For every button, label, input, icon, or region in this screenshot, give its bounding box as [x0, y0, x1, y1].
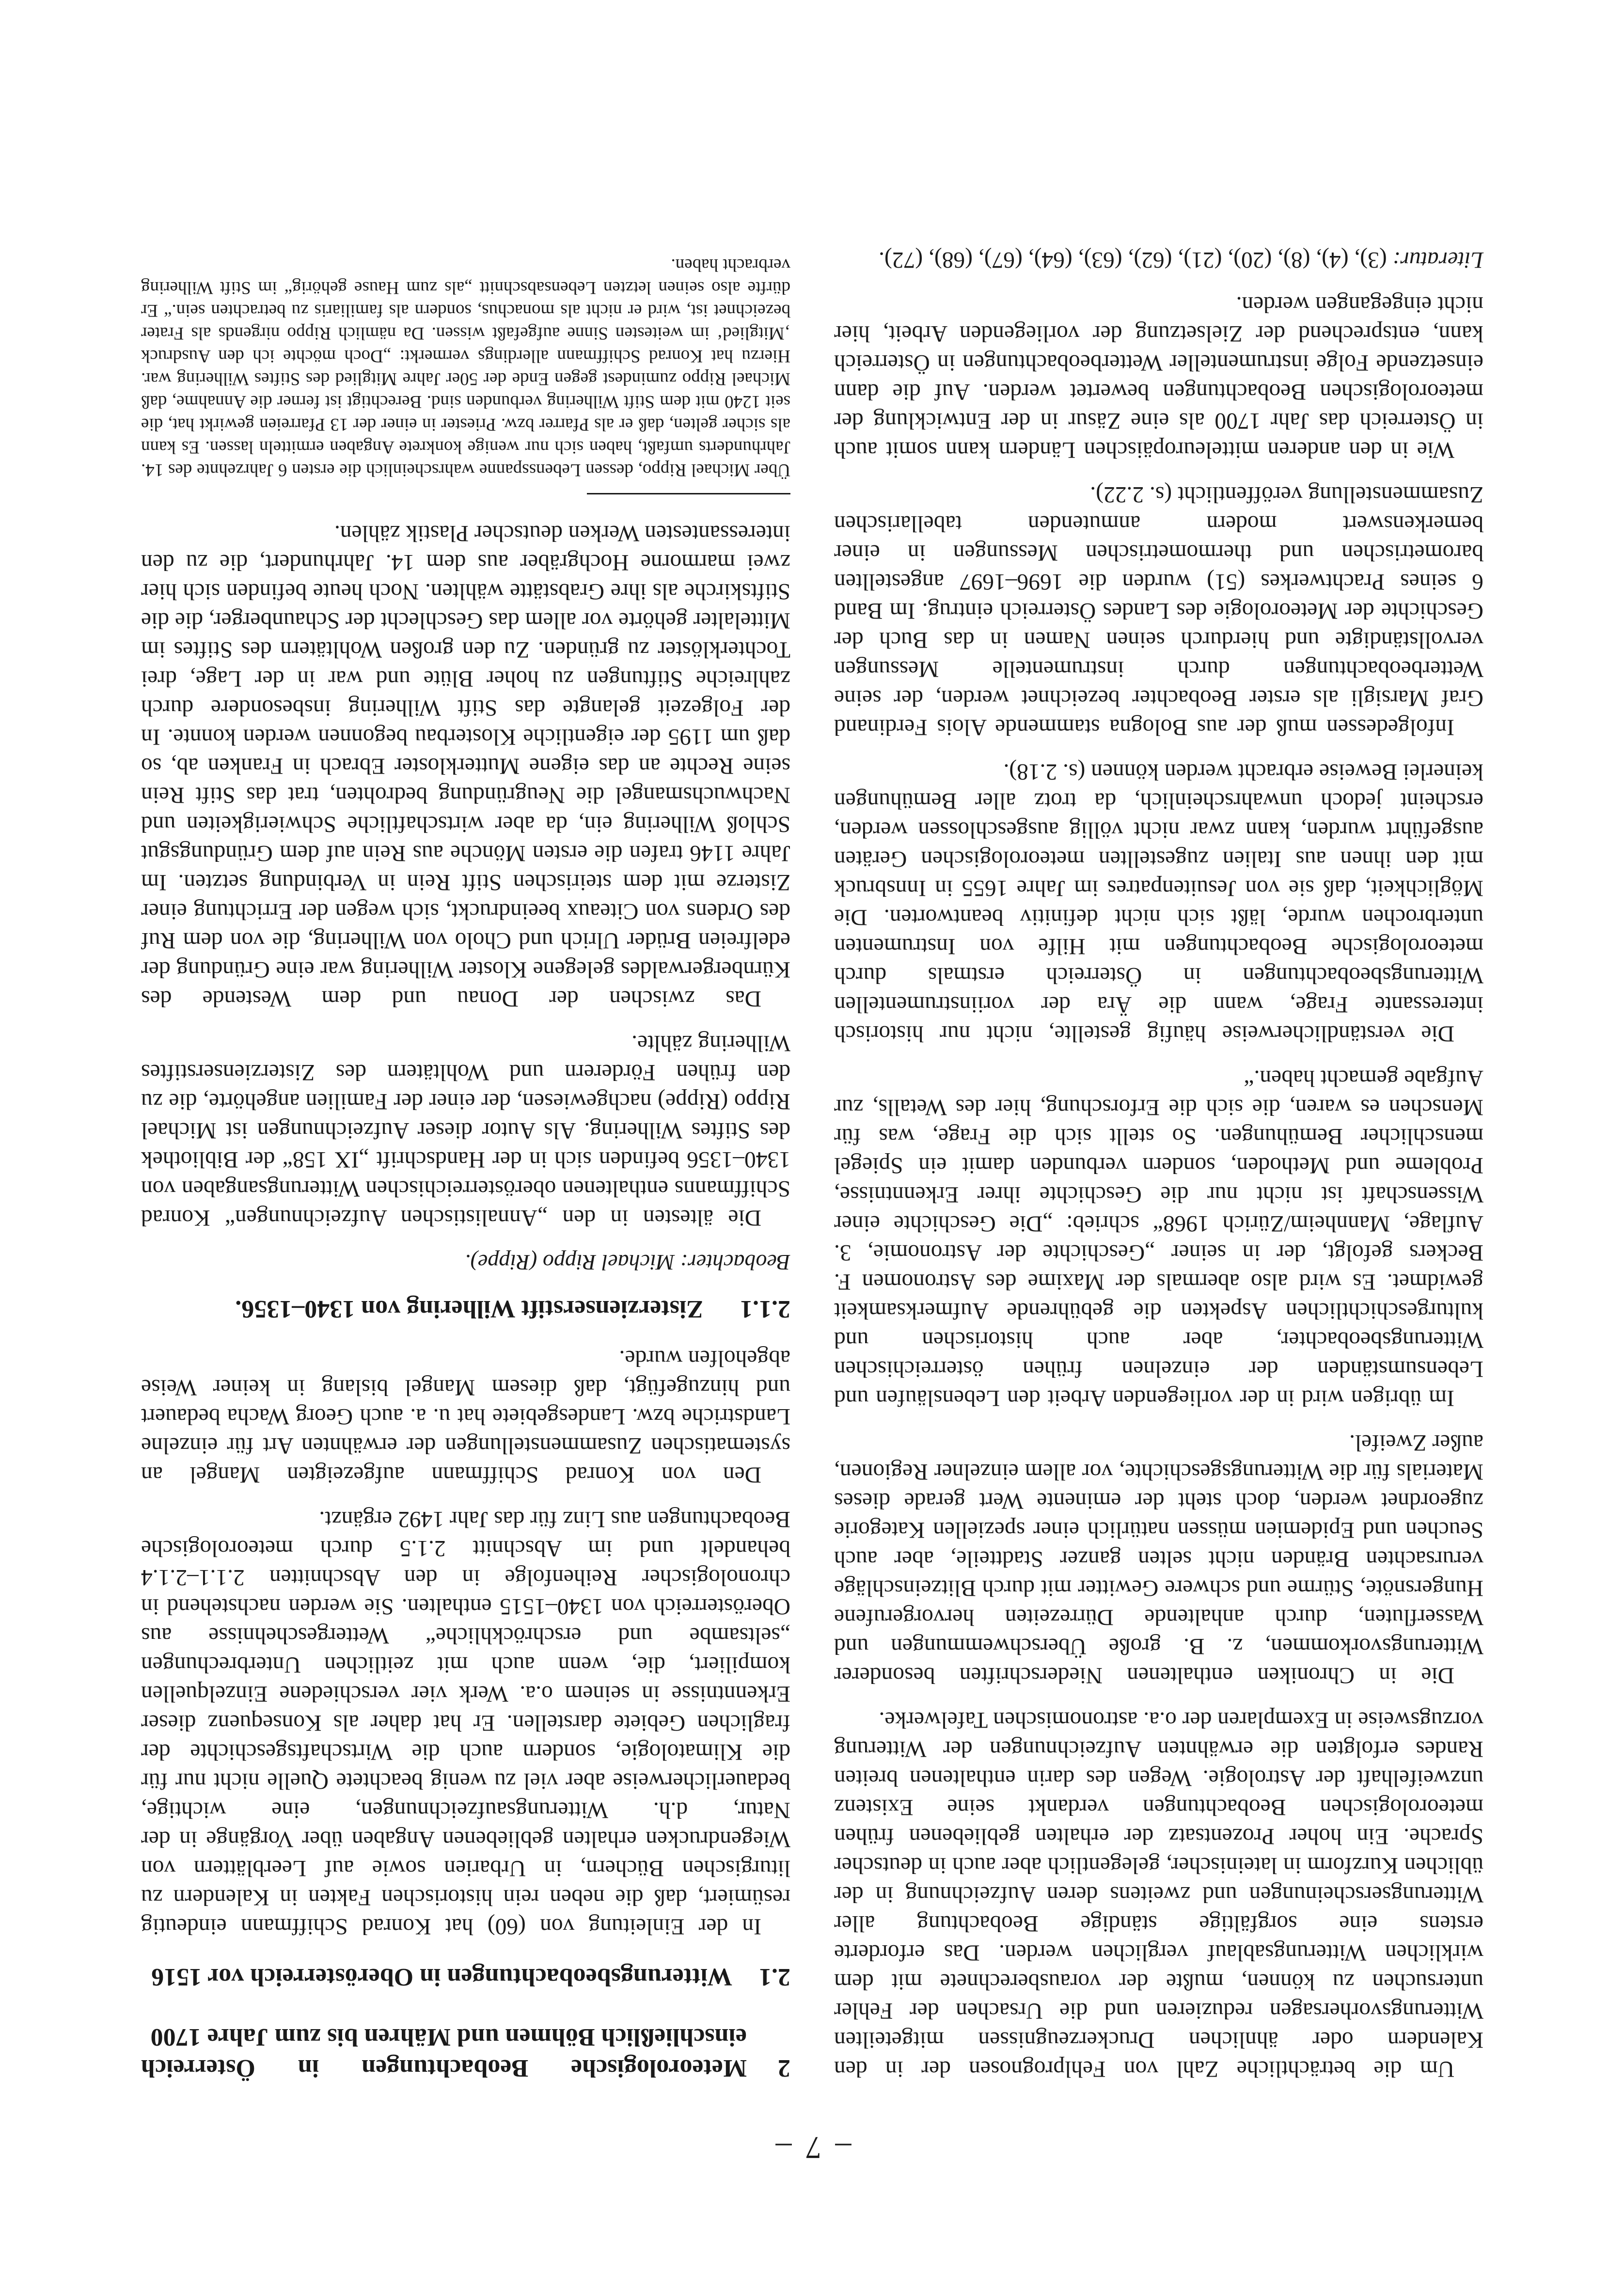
- paragraph: Die verständlicherweise häufig gestellte, nicht nur historisch interessante Frage, wann die Ära der voriinstrumentellen Witterungsbeobachtungen in Österreich erstmals durch meteorologische Beobachtungen mit Hilfe von Instrumenten unterbrochen wurde, läßt sich nicht definitiv beantworten. Die Möglichkeit, daß sie von Jesuitenpatres im Jahre 1655 in Innsbruck mit den ihnen aus Italien zugestellten meteorologischen Geräten ausgeführt wurden, kann zwar nicht völlig ausgeschlossen werden, erscheint jedoch unwahrscheinlich, da trotz aller Bemühungen keinerlei Beweise erbracht werden können (s. 2.18).: [834, 759, 1483, 1046]
- paragraph: Den von Konrad Schiffmann aufgezeigten Mangel an systematischen Zusammenstellungen der erwähnten Art für einzelne Landstriche bzw. Landesgebiete hat u. a. auch Georg Wacha bedauert und hinzugefügt, daß diesem Mangel bislang in keiner Weise abgeholfen wurde.: [141, 1346, 790, 1487]
- section-number: 2.1.1: [740, 1295, 790, 1323]
- paragraph: Infolgedessen muß der aus Bologna stammende Alois Ferdinand Graf Marsigli als erster Beobachter bezeichnet werden, der seine Wetterbeobachtungen durch instrumentelle Messungen vervollständigte und hierdurch seinen Namen in das Buch der Geschichte der Meteorologie des Landes Österreich eintrug. Im Band 6 seines Prachtwerkes (51) wurden die 1696–1697 angestellten barometrischen und thermometrischen Messungen in einer bemerkenswert modern anmutenden tabellarischen Zusammenstellung veröffentlicht (s. 2.22).: [834, 482, 1483, 740]
- paragraph: Im übrigen wird in der vorliegenden Arbeit den Lebensläufen und Lebensumständen der einzelnen frühen österreichischen Witterungsbeobachter, aber auch historischen und kulturgeschichtlichen Aspekten die gebührende Aufmerksamkeit gewidmet. Es wird also abermals der Maxime des Astronomen F. Beckers gefolgt, der in seiner „Geschichte der Astronomie, 3. Auflage, Mannheim/Zürich 1968“ schrieb: „Die Geschichte einer Wissenschaft ist nicht nur die Geschichte ihrer Erkenntnisse, Probleme und Methoden, sondern verbunden damit ein Spiegel menschlicher Bemühungen. So stellt sich die Frage, was für Menschen es waren, die sich die Erforschung, hier des Wetalls, zur Aufgabe gemacht haben.“: [834, 1065, 1483, 1411]
- paragraph: Um die beträchtliche Zahl von Fehlprognosen der in den Kalendern oder ähnlichen Druckerzeugnissen mitgeteilten Witterungsvorhersagen reduzieren und die Ursachen der Fehler untersuchen zu können, mußte der vorausberechnete mit dem wirklichen Witterungsablauf verglichen werden. Das erforderte erstens eine sorgfältige ständige Beobachtung aller Witterungserscheinungen und zweitens deren Aufzeichnung in der üblichen Kurzform in lateinischer, gelegentlich aber auch in deutscher Sprache. Ein hoher Prozentsatz der erhalten gebliebenen frühen meteorologischen Beobachtungen verdankt seine Existenz unzweifelhaft der Astrologie. Wegen des darin enthaltenen breiten Randes erfolgten die erwähnten Aufzeichnungen der Witterung vorzugsweise in Exemplaren der o.a. astronomischen Tafelwerke.: [834, 1707, 1483, 2081]
- paragraph: In der Einleitung von (60) hat Konrad Schiffmann eindeutig resümiert, daß die neben rein historischen Fakten in Kalendern zu liturgischen Büchern, in Urbarien sowie auf Leerblättern von Wiegendrucken erhalten gebliebenen Angaben über Vorgänge in der Natur, d.h. Witterungsaufzeichnungen, eine wichtige, bedauerlicherweise aber viel zu wenig beachtete Quelle nicht nur für die Klimatologie, sondern auch die Wirtschaftsgeschichte der fraglichen Gebiete darstellen. Er hat daher als Konsequenz dieser Erkenntnisse in seinem o.a. Werk vier verschiedene Einzelquellen kompiliert, die, wenn auch mit zeitlichen Unterbrechungen „seltsambe und erschröckhliche“ Wettergeschehnisse aus Oberösterreich von 1340–1515 enthalten. Sie werden nachstehend in chronologischer Reihenfolge in den Abschnitten 2.1.1–2.1.4 behandelt und im Abschnitt 2.1.5 durch meteorologische Beobachtungen aus Linz für das Jahr 1492 ergänzt.: [141, 1507, 790, 1939]
- literature-refs: (3), (4), (8), (20), (21), (62), (63), (64), (67), (68), (72).: [879, 247, 1387, 272]
- section-title: Witterungsbeobachtungen in Oberösterreich vor 1516: [151, 1963, 732, 1991]
- section-title: Zisterzienserstift Wilhering von 1340–1356.: [235, 1295, 703, 1323]
- section-2-heading: [141, 2021, 790, 2083]
- page-number: – 7 –: [773, 2130, 851, 2165]
- paragraph: Wie in den anderen mitteleuropäischen Ländern kann somit auch in Österreich das Jahr 1700 als eine Zäsur in der Entwicklung der meteorologischen Beobachtungen bewertet werden. Auf die dann einsetzende Folge instrumenteller Wetterbeobachtungen in Österreich kann, entsprechend der Zielsetzung der vorliegenden Arbeit, hier nicht eingegangen werden.: [834, 292, 1483, 462]
- section-2-1-heading: [141, 1961, 790, 1992]
- section-2-1-1-heading: [141, 1293, 790, 1324]
- paragraph: Das zwischen der Donau und dem Westende des Kürnbergerwaldes gelegene Kloster Wilhering war eine Gründung der edelfreien Brüder Ulrich und Cholo von Wilhering, die von dem Ruf des Ordens von Citeaux beeindruckt, sich wegen der Errichtung einer Zisterze mit dem steirischen Stift Rein in Verbindung setzten. Im Jahre 1146 trafen die ersten Mönche aus Rein auf dem Gründungsgut Schloß Wilhering ein, da aber wirtschaftliche Schwierigkeiten und Nachwuchsmangel die Neugründung bedrohten, trat das Stift Rein seine Rechte an das eigene Mutterkloster Ebrach in Franken ab, so daß um 1195 der eigentliche Klosterbau begonnen werden konnte. In der Folgezeit gelangte das Stift Wilhering insbesondere durch zahlreiche Stiftungen zu hoher Blüte und war in der Lage, drei Tochterklöster zu gründen. Zu den großen Wohltätern des Stiftes im Mittelalter gehörte vor allem das Geschlecht der Schaunberger, die die Stiftskirche als ihre Grabstätte wählten. Noch heute befinden sich hier zwei marmorne Hochgräber aus dem 14. Jahrhundert, die zu den interessantesten Werken deutscher Plastik zählen.: [141, 521, 790, 1011]
- observer-line: Beobachter: Michael Rippo (Rippe).: [465, 1250, 790, 1275]
- paragraph: Die in Chroniken enthaltenen Niederschriften besonderer Witterungsvorkommen, z. B. große Überschwemmungen und Wasserfluten, durch anhaltende Dürrezeiten hervorgerufene Hungersnöte, Stürme und schwere Gewitter mit durch Blitzeinschläge verursachten Bränden nicht selten ganzer Stadtteile, aber auch Seuchen und Epidemien müssen natürlich einer speziellen Kategorie zugeordnet werden, doch steht der eminente Wert gerade dieses Materials für die Witterungsgeschichte, vor allem einzelner Regionen, außer Zweifel.: [834, 1430, 1483, 1688]
- literature-references: [834, 245, 1483, 274]
- paragraph: Die ältesten in den „Annalistischen Aufzeichnungen“ Konrad Schiffmanns enthaltenen oberösterreichischen Witterungsangaben von 1340–1356 befinden sich in der Handschrift „IX 158“ der Bibliothek des Stiftes Wilhering. Als Autor dieser Aufzeichnungen ist Michael Rippo (Rippe) nachgewiesen, der einer der Familien angehörte, die zu den frühen Förderern und Wohltätern des Zisterzienserstiftes Wilhering zählte.: [141, 1031, 790, 1230]
- footnote: Über Michael Rippo, dessen Lebensspanne wahrscheinlich die ersten 6 Jahrzehnte des 14. Jahrhunderts umfaßt, haben sich nur wenige konkrete Angaben ermitteln lassen. Es kann als sicher gelten, daß er als Pfarrer bzw. Priester in einer der 13 Pfarreien gewirkt hat, die seit 1240 mit dem Stift Wilhering verbunden sind. Berechtigt ist ferner die Annahme, daß Michael Rippo zumindest gegen Ende der 50er Jahre Mitglied des Stiftes Wilhering war. Hierzu hat Konrad Schiffmann allerdings vermerkt: „Doch möchte ich den Ausdruck ‚Mitglied‘ im weitesten Sinne aufgefaßt wissen. Da nämlich Rippo nirgends als Frater bezeichnet ist, wird er nicht als monachus, sondern als familiaris zu betrachten sein.“ Er dürfte also seinen letzten Lebensabschnitt „als zum Hause gehörig“ im Stift Wilhering verbracht haben.: [141, 255, 790, 480]
- literature-label: Literatur:: [1392, 247, 1483, 272]
- section-title: Meteorologische Beobachtungen in Österreich einschließlich Böhmen und Mähren bis zum Jahre 1700: [141, 2023, 747, 2082]
- section-number: 2: [778, 2054, 790, 2082]
- footnote-divider: [587, 493, 790, 494]
- section-number: 2.1: [759, 1963, 790, 1991]
- left-column: [834, 230, 1483, 2083]
- right-column: [141, 238, 790, 2083]
